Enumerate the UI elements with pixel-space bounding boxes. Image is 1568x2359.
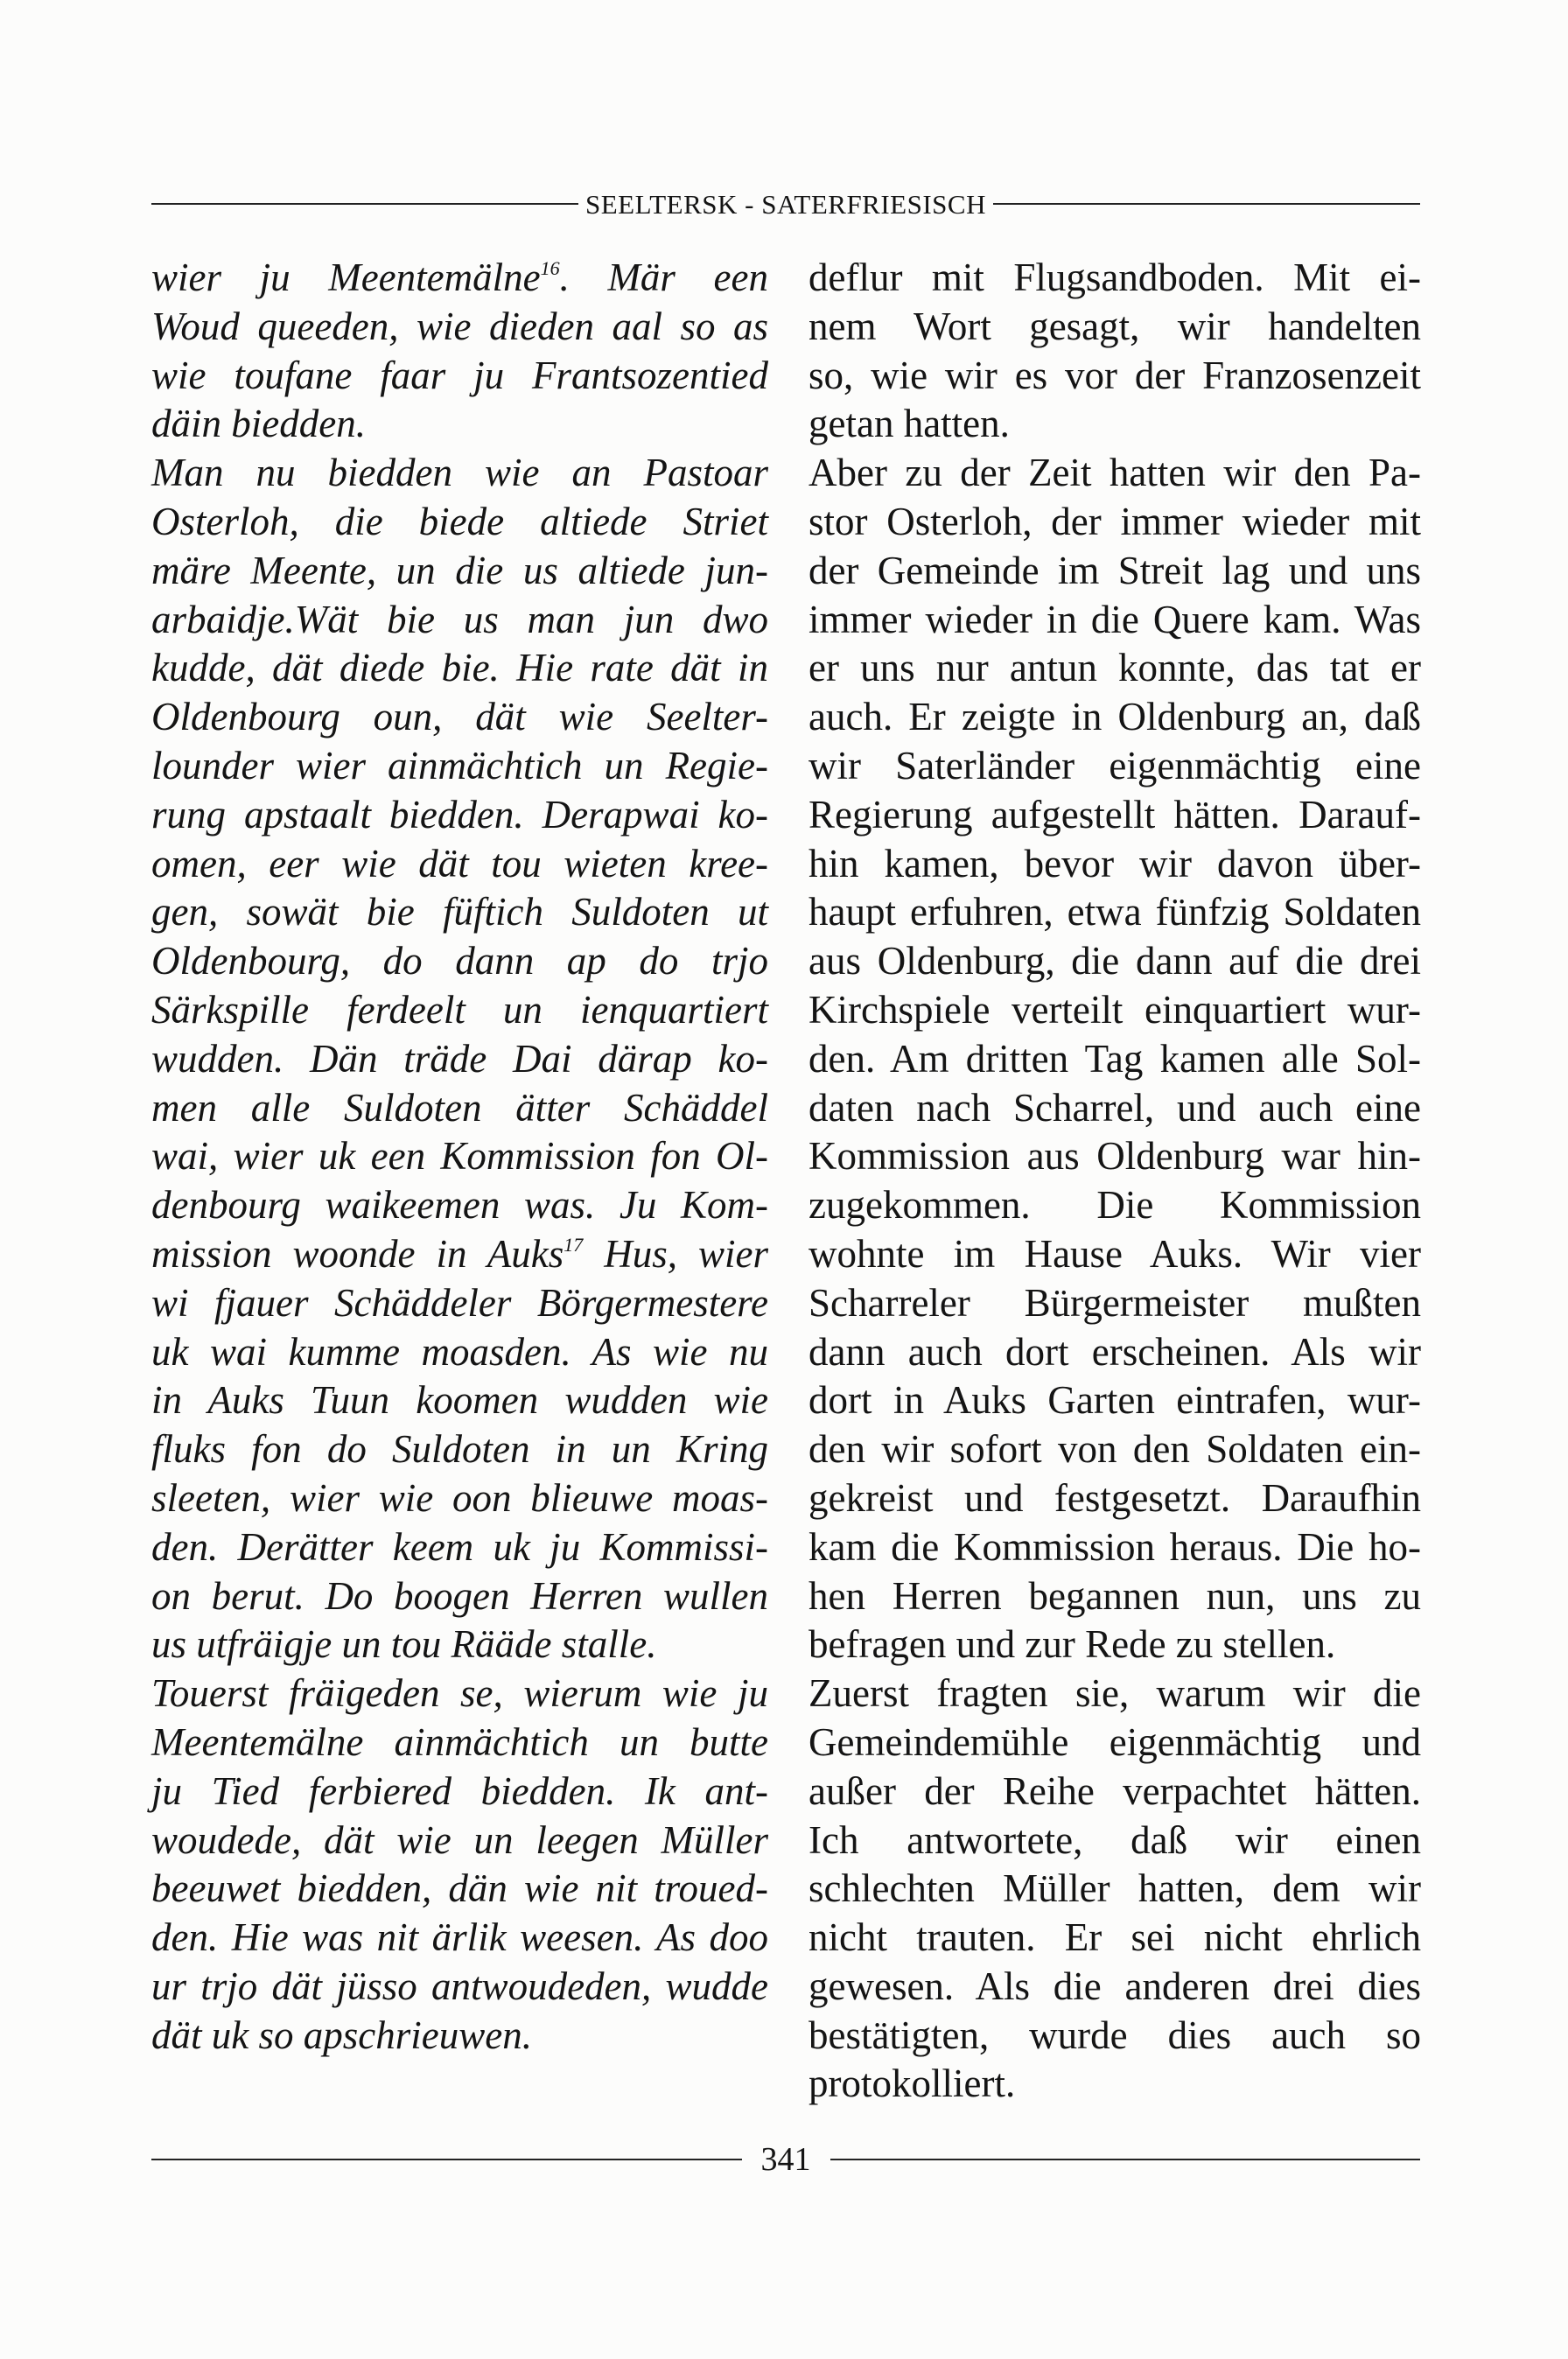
text-line [808,791,1421,840]
line-text: nem Wort gesagt, wir handelten [808,304,1421,348]
text-line [808,840,1421,889]
line-text: Touerst fräigeden se, wierum wie ju [151,1671,768,1716]
footer-rule-right [830,2159,1421,2160]
text-line [808,1620,1421,1670]
line-text: daten nach Scharrel, und auch eine [808,1085,1421,1130]
text-line [151,1035,768,1084]
text-line [151,498,768,547]
text-line [151,1279,768,1328]
header-rule-right [993,203,1420,205]
line-text: protokolliert. [808,2062,1016,2106]
running-header [151,184,1420,224]
line-text: men alle Suldoten ätter Schäddel [151,1085,768,1130]
text-line [808,1474,1421,1523]
line-text: aus Oldenburg, die dann auf die drei [808,939,1421,984]
line-text: kam die Kommission heraus. Die ho- [808,1524,1421,1569]
line-text: däin biedden. [151,402,366,446]
text-line [808,1035,1421,1084]
line-text: Woud queeden, wie dieden aal so as [151,304,768,348]
line-text: Aber zu der Zeit hatten wir den Pa- [808,451,1421,495]
line-text-continued: Hus, wier [583,1231,768,1276]
text-line [151,254,768,303]
text-line [151,303,768,352]
german-column [808,254,1421,2109]
line-text: Kirchspiele verteilt einquartiert wur- [808,987,1421,1032]
line-text: schlechten Müller hatten, dem wir [808,1866,1421,1911]
line-text: wier ju Meentemälne [151,256,541,299]
line-text: hen Herren begannen nun, uns zu [808,1573,1421,1618]
line-text: arbaidje.Wät bie us man jun dwo [151,597,768,641]
text-line [808,1328,1421,1377]
text-line [151,1572,768,1621]
line-text: er uns nur antun konnte, das tat er [808,646,1421,690]
text-line [151,2012,768,2061]
line-text: dann auch dort erscheinen. Als wir [808,1329,1421,1374]
text-line [151,1914,768,1963]
text-line [151,1328,768,1377]
line-text: außer der Reihe verpachtet hätten. [808,1768,1421,1813]
line-text: kudde, dät diede bie. Hie rate dät in [151,646,768,690]
text-line [808,1718,1421,1768]
text-line [151,1768,768,1816]
line-text: auch. Er zeigte in Oldenburg an, daß [808,695,1421,739]
footnote-marker: 16 [540,257,560,279]
text-line [808,449,1421,498]
line-text: der Gemeinde im Streit lag und uns [808,548,1421,592]
line-text: immer wieder in die Quere kam. Was [808,597,1421,641]
text-line [808,1523,1421,1572]
line-text: den. Hie was nit ärlik weesen. As doo [151,1915,768,1960]
text-line [808,1865,1421,1914]
line-text: Man nu biedden wie an Pastoar [151,451,768,495]
text-line [808,352,1421,401]
header-rule-left [151,203,578,205]
text-line [808,1670,1421,1718]
line-text: Osterloh, die biede altiede Striet [151,499,768,543]
saterfriesisch-column [151,254,768,2060]
text-line [151,1523,768,1572]
text-line [151,1670,768,1718]
line-text: Scharreler Bürgermeister mußten [808,1280,1421,1325]
line-text: wai, wier uk een Kommission fon Ol- [151,1134,768,1179]
line-text: Ich antwortete, daß wir einen [808,1817,1421,1862]
text-line [151,1963,768,2012]
line-text: wi fjauer Schäddeler Börgermestere [151,1280,768,1325]
line-text: wudden. Dän träde Dai därap ko- [151,1036,768,1081]
line-text: Kommission aus Oldenburg war hin- [808,1134,1421,1179]
text-line [808,693,1421,742]
line-text: bestätigten, wurde dies auch so [808,2012,1421,2057]
line-text: befragen und zur Rede zu stellen. [808,1622,1336,1667]
text-line [808,986,1421,1035]
text-line [808,937,1421,986]
line-text: us utfräigje un tou Rääde stalle. [151,1622,657,1667]
line-text: on berut. Do boogen Herren wullen [151,1573,768,1618]
text-line [808,1084,1421,1133]
line-text: gen, sowät bie füftich Suldoten ut [151,890,768,934]
page-footer [151,2139,1420,2180]
text-line [151,693,768,742]
line-text: Oldenbourg oun, dät wie Seelter- [151,695,768,739]
text-line [808,1425,1421,1474]
text-line [808,254,1421,303]
line-text: stor Osterloh, der immer wieder mit [808,499,1421,543]
text-line [151,937,768,986]
text-line [151,791,768,840]
text-line [151,596,768,645]
line-text: in Auks Tuun koomen wudden wie [151,1378,768,1423]
text-line [151,840,768,889]
text-line [808,1181,1421,1230]
text-line [151,1718,768,1768]
line-text: omen, eer wie dät tou wieten kree- [151,841,768,886]
text-line [808,1132,1421,1181]
running-header-title: SEELTERSK - SATERFRIESISCH [585,188,986,220]
line-text: Meentemälne ainmächtich un butte [151,1719,768,1764]
line-text: gekreist und festgesetzt. Daraufhin [808,1475,1421,1520]
text-line [151,1816,768,1866]
line-text: beeuwet biedden, dän wie nit troued- [151,1866,768,1911]
line-text: Gemeindemühle eigenmächtig und [808,1719,1421,1764]
text-line [151,352,768,401]
text-line [151,1376,768,1425]
line-text: Zuerst fragten sie, warum wir die [808,1671,1421,1716]
text-line [808,1914,1421,1963]
text-line [151,986,768,1035]
footer-rule-left [151,2159,742,2160]
line-text: so, wie wir es vor der Franzosenzeit [808,353,1421,397]
line-text: uk wai kumme moasden. As wie nu [151,1329,768,1374]
text-line [808,498,1421,547]
text-line [151,1620,768,1670]
line-text: ju Tied ferbiered biedden. Ik ant- [151,1768,768,1813]
text-line [151,1084,768,1133]
text-line [808,1279,1421,1328]
line-text: deflur mit Flugsandboden. Mit ei- [808,256,1421,299]
line-text: ur trjo dät jüsso antwoudeden, wudde [151,1964,768,2008]
line-text: den. Am dritten Tag kamen alle Sol- [808,1036,1421,1081]
text-line [151,1474,768,1523]
line-text: sleeten, wier wie oon blieuwe moas- [151,1475,768,1520]
line-text: hin kamen, bevor wir davon über- [808,841,1421,886]
text-line [151,400,768,449]
text-line [808,1963,1421,2012]
text-line [151,1181,768,1230]
line-text: zugekommen. Die Kommission [808,1183,1421,1228]
text-line [808,1572,1421,1621]
text-line [808,400,1421,449]
line-text: haupt erfuhren, etwa fünfzig Soldaten [808,890,1421,934]
text-line [808,2012,1421,2061]
line-text: den. Derätter keem uk ju Kommissi- [151,1524,768,1569]
line-text: dät uk so apschrieuwen. [151,2012,532,2057]
line-text: märe Meente, un die us altiede jun- [151,548,768,592]
text-line [808,644,1421,693]
line-text: fluks fon do Suldoten in un Kring [151,1427,768,1472]
text-line [151,1132,768,1181]
line-text: dort in Auks Garten eintrafen, wur- [808,1378,1421,1423]
text-line [151,888,768,937]
text-line [808,1230,1421,1279]
line-text: Regierung aufgestellt hätten. Darauf- [808,792,1421,836]
line-text: nicht trauten. Er sei nicht ehrlich [808,1915,1421,1960]
text-line [151,1865,768,1914]
footnote-marker: 17 [564,1233,584,1256]
line-text: mission woonde in Auks [151,1231,564,1276]
line-text: rung apstaalt biedden. Derapwai ko- [151,792,768,836]
text-line [808,1768,1421,1816]
text-line [808,547,1421,596]
line-text: getan hatten. [808,402,1010,446]
line-text: den wir sofort von den Soldaten ein- [808,1427,1421,1472]
text-line [151,1230,768,1279]
text-line [808,888,1421,937]
line-text: wohnte im Hause Auks. Wir vier [808,1231,1421,1276]
text-line [808,742,1421,791]
text-line [808,596,1421,645]
line-text: Särkspille ferdeelt un ienquartiert [151,987,768,1032]
text-line [151,1425,768,1474]
line-text: woudede, dät wie un leegen Müller [151,1817,768,1862]
text-line [151,644,768,693]
text-line [151,742,768,791]
text-line [151,449,768,498]
line-text: wir Saterländer eigenmächtig eine [808,743,1421,788]
text-line [151,547,768,596]
text-line [808,303,1421,352]
line-text-continued: . Mär een [559,256,768,299]
line-text: lounder wier ainmächtich un Regie- [151,743,768,788]
line-text: denbourg waikeemen was. Ju Kom- [151,1183,768,1228]
line-text: wie toufane faar ju Frantsozentied [151,353,768,397]
text-line [808,2060,1421,2109]
page-number: 341 [760,2141,811,2178]
text-line [808,1376,1421,1425]
text-line [808,1816,1421,1866]
line-text: gewesen. Als die anderen drei dies [808,1964,1421,2008]
line-text: Oldenbourg, do dann ap do trjo [151,939,768,984]
